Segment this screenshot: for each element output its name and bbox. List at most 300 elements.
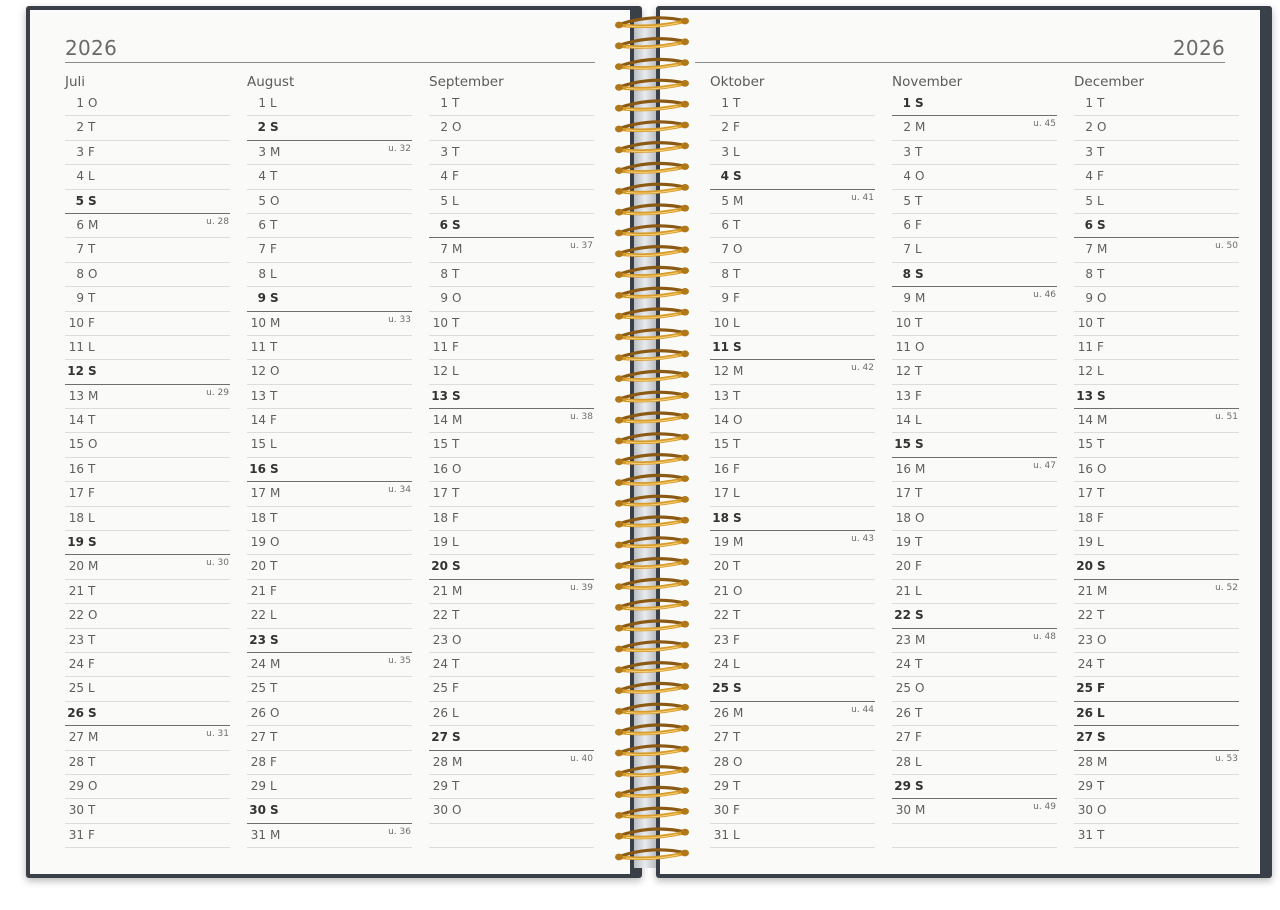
day-row <box>429 677 594 701</box>
day-row <box>1074 190 1239 214</box>
weekday-letter: F <box>1097 339 1104 354</box>
day-number: 6 <box>903 217 911 232</box>
month-name: Oktober <box>710 74 765 90</box>
weekday-letter: L <box>452 535 459 550</box>
day-row <box>710 360 875 384</box>
day-number: 16 <box>432 461 448 476</box>
day-number: 24 <box>432 656 448 671</box>
coil-ring <box>615 579 689 590</box>
day-number: 2 <box>76 120 84 135</box>
year-label: 2026 <box>65 36 118 60</box>
week-number: u. 37 <box>570 241 593 252</box>
day-row <box>1074 312 1239 336</box>
coil-ring <box>615 184 689 195</box>
coil-ring <box>615 538 689 549</box>
day-number: 12 <box>1077 364 1093 379</box>
day-row <box>892 116 1057 140</box>
day-number: 8 <box>721 266 729 281</box>
day-row <box>247 604 412 628</box>
day-number: 14 <box>1077 413 1093 428</box>
day-row <box>247 775 412 799</box>
day-number: 18 <box>895 510 911 525</box>
day-number: 10 <box>250 315 266 330</box>
month-column <box>65 72 230 848</box>
day-number: 24 <box>895 656 911 671</box>
day-number: 28 <box>1077 754 1093 769</box>
weekday-letter: L <box>915 754 922 769</box>
weekday-letter: O <box>270 705 280 720</box>
day-row <box>892 507 1057 531</box>
day-number: 20 <box>895 559 911 574</box>
weekday-letter: T <box>915 144 923 159</box>
day-number: 26 <box>67 705 84 720</box>
coil-ring <box>615 330 689 341</box>
weekday-letter: T <box>733 388 741 403</box>
day-row <box>247 409 412 433</box>
weekday-letter: F <box>88 144 95 159</box>
weekday-letter: T <box>270 388 278 403</box>
weekday-letter: O <box>88 778 98 793</box>
weekday-letter: S <box>452 217 461 232</box>
weekday-letter: T <box>270 559 278 574</box>
day-number: 26 <box>713 705 729 720</box>
day-number: 8 <box>1085 266 1093 281</box>
day-row <box>429 604 594 628</box>
weekday-letter: O <box>452 632 462 647</box>
day-row <box>65 824 230 848</box>
day-row <box>429 360 594 384</box>
weekday-letter: T <box>733 730 741 745</box>
day-number: 24 <box>250 656 266 671</box>
weekday-letter: O <box>88 608 98 623</box>
weekday-letter: S <box>915 608 924 623</box>
week-number: u. 46 <box>1033 290 1056 301</box>
day-number: 24 <box>713 656 729 671</box>
day-row <box>710 824 875 848</box>
day-row <box>65 238 230 262</box>
left-page <box>30 10 630 874</box>
day-row <box>710 190 875 214</box>
weekday-letter: S <box>452 730 461 745</box>
weekday-letter: T <box>915 705 923 720</box>
week-number: u. 51 <box>1215 412 1238 423</box>
day-row <box>65 677 230 701</box>
day-number: 6 <box>1084 217 1093 232</box>
day-number: 2 <box>903 120 911 135</box>
day-row <box>892 141 1057 165</box>
weekday-letter: M <box>452 583 463 598</box>
day-row <box>1074 263 1239 287</box>
day-row <box>429 165 594 189</box>
day-row <box>65 92 230 116</box>
weekday-letter: M <box>88 559 99 574</box>
week-number: u. 36 <box>388 826 411 837</box>
day-row <box>429 653 594 677</box>
day-number: 27 <box>431 730 448 745</box>
day-number: 13 <box>895 388 911 403</box>
weekday-letter: T <box>452 486 460 501</box>
weekday-letter: S <box>733 681 742 696</box>
day-number: 25 <box>712 681 729 696</box>
day-row <box>65 409 230 433</box>
coil-ring <box>615 371 689 382</box>
weekday-letter: T <box>88 461 96 476</box>
month-column <box>429 72 594 848</box>
weekday-letter: T <box>733 559 741 574</box>
day-number: 23 <box>68 632 84 647</box>
day-number: 29 <box>250 778 266 793</box>
day-row <box>710 482 875 506</box>
weekday-letter: O <box>733 242 743 257</box>
day-number: 4 <box>76 169 84 184</box>
day-row <box>429 751 594 775</box>
day-row <box>247 726 412 750</box>
month-name: December <box>1074 74 1145 90</box>
day-number: 27 <box>68 730 84 745</box>
day-number: 6 <box>721 217 729 232</box>
weekday-letter: T <box>733 217 741 232</box>
day-number: 20 <box>68 559 84 574</box>
day-row <box>1074 799 1239 823</box>
week-number: u. 32 <box>388 143 411 154</box>
day-row <box>65 799 230 823</box>
day-number: 20 <box>713 559 729 574</box>
day-number: 15 <box>713 437 729 452</box>
day-number: 28 <box>713 754 729 769</box>
coil-ring <box>615 226 689 237</box>
weekday-letter: T <box>452 315 460 330</box>
day-number: 13 <box>431 388 448 403</box>
weekday-letter: T <box>452 266 460 281</box>
day-row <box>892 580 1057 604</box>
weekday-letter: L <box>915 583 922 598</box>
day-number: 25 <box>895 681 911 696</box>
day-number: 27 <box>250 730 266 745</box>
day-row <box>892 336 1057 360</box>
day-number: 9 <box>721 291 729 306</box>
day-row <box>247 580 412 604</box>
coil-ring <box>615 683 689 694</box>
day-row <box>247 141 412 165</box>
day-number: 11 <box>68 339 84 354</box>
day-number: 20 <box>250 559 266 574</box>
weekday-letter: F <box>1097 169 1104 184</box>
weekday-letter: T <box>915 315 923 330</box>
weekday-letter: O <box>733 754 743 769</box>
week-number: u. 28 <box>206 216 229 227</box>
weekday-letter: F <box>1097 510 1104 525</box>
day-row <box>710 312 875 336</box>
day-number: 17 <box>250 486 266 501</box>
day-row <box>247 238 412 262</box>
day-number: 30 <box>895 803 911 818</box>
day-number: 5 <box>1085 193 1093 208</box>
weekday-letter: F <box>452 169 459 184</box>
day-row <box>892 751 1057 775</box>
day-number: 12 <box>895 364 911 379</box>
weekday-letter: F <box>733 461 740 476</box>
day-number: 9 <box>903 291 911 306</box>
weekday-letter: O <box>1097 461 1107 476</box>
week-number: u. 38 <box>570 412 593 423</box>
day-row <box>1074 751 1239 775</box>
day-number: 19 <box>250 535 266 550</box>
day-number: 12 <box>250 364 266 379</box>
day-row <box>65 629 230 653</box>
weekday-letter: T <box>733 266 741 281</box>
day-row <box>247 263 412 287</box>
day-row <box>710 702 875 726</box>
weekday-letter: T <box>452 656 460 671</box>
day-row <box>892 482 1057 506</box>
coil-ring <box>615 642 689 653</box>
weekday-letter: F <box>270 583 277 598</box>
coil-ring <box>615 59 689 70</box>
day-number: 23 <box>432 632 448 647</box>
day-number: 2 <box>257 120 266 135</box>
weekday-letter: M <box>270 656 281 671</box>
coil-ring <box>615 787 689 798</box>
day-number: 7 <box>721 242 729 257</box>
coil-ring <box>615 18 689 29</box>
day-row <box>65 458 230 482</box>
day-number: 31 <box>1077 827 1093 842</box>
weekday-letter: S <box>1097 730 1106 745</box>
day-number: 1 <box>902 96 911 110</box>
weekday-letter: L <box>733 486 740 501</box>
day-row <box>65 312 230 336</box>
day-number: 28 <box>250 754 266 769</box>
coil-ring <box>615 142 689 153</box>
month-column <box>710 72 875 848</box>
coil-ring <box>615 766 689 777</box>
coil-ring <box>615 267 689 278</box>
day-row <box>65 507 230 531</box>
day-number: 29 <box>713 778 729 793</box>
weekday-letter: M <box>88 217 99 232</box>
day-row <box>65 385 230 409</box>
weekday-letter: M <box>88 730 99 745</box>
day-row <box>1074 677 1239 701</box>
weekday-letter: S <box>88 535 97 550</box>
day-number: 5 <box>258 193 266 208</box>
weekday-letter: S <box>270 291 279 306</box>
day-number: 3 <box>258 144 266 159</box>
day-number: 22 <box>250 608 266 623</box>
day-row <box>65 726 230 750</box>
day-number: 18 <box>712 510 729 525</box>
day-row <box>710 214 875 238</box>
day-number: 10 <box>68 315 84 330</box>
weekday-letter: T <box>1097 778 1105 793</box>
weekday-letter: O <box>452 803 462 818</box>
day-number: 12 <box>67 364 84 379</box>
day-number: 7 <box>76 242 84 257</box>
weekday-letter: L <box>270 437 277 452</box>
weekday-letter: S <box>452 388 461 403</box>
week-number: u. 29 <box>206 387 229 398</box>
day-row <box>710 385 875 409</box>
day-row <box>429 141 594 165</box>
coil-ring <box>615 475 689 486</box>
day-row <box>710 433 875 457</box>
weekday-letter: O <box>733 413 743 428</box>
day-number: 7 <box>1085 242 1093 257</box>
day-number: 5 <box>75 193 84 208</box>
day-row <box>247 507 412 531</box>
weekday-letter: F <box>88 486 95 501</box>
day-number: 10 <box>713 315 729 330</box>
week-number: u. 47 <box>1033 460 1056 471</box>
weekday-letter: M <box>452 242 463 257</box>
weekday-letter: F <box>270 413 277 428</box>
day-number: 9 <box>76 291 84 306</box>
day-row <box>429 116 594 140</box>
coil-ring <box>615 38 689 49</box>
weekday-letter: O <box>88 266 98 281</box>
month-name: November <box>892 74 963 90</box>
day-row <box>892 385 1057 409</box>
week-number: u. 30 <box>206 558 229 569</box>
weekday-letter: L <box>1097 705 1105 720</box>
day-number: 8 <box>76 266 84 281</box>
coil-ring <box>615 746 689 757</box>
day-number: 16 <box>713 461 729 476</box>
day-number: 1 <box>76 96 84 110</box>
weekday-letter: O <box>452 461 462 476</box>
day-row <box>1074 580 1239 604</box>
day-row <box>710 409 875 433</box>
weekday-letter: T <box>1097 656 1105 671</box>
weekday-letter: O <box>452 120 462 135</box>
weekday-letter: T <box>270 510 278 525</box>
day-row <box>892 629 1057 653</box>
weekday-letter: S <box>915 437 924 452</box>
day-number: 23 <box>1077 632 1093 647</box>
day-number: 28 <box>895 754 911 769</box>
weekday-letter: T <box>915 535 923 550</box>
day-row <box>892 726 1057 750</box>
coil-ring <box>615 434 689 445</box>
day-number: 17 <box>713 486 729 501</box>
weekday-letter: T <box>1097 608 1105 623</box>
weekday-letter: F <box>452 510 459 525</box>
weekday-letter: L <box>270 778 277 793</box>
week-number: u. 48 <box>1033 631 1056 642</box>
day-row <box>429 263 594 287</box>
day-number: 23 <box>713 632 729 647</box>
day-number: 27 <box>895 730 911 745</box>
day-number: 12 <box>432 364 448 379</box>
month-name: August <box>247 74 295 90</box>
weekday-letter: O <box>88 96 98 110</box>
day-number: 21 <box>1077 583 1093 598</box>
day-number: 29 <box>1077 778 1093 793</box>
day-row <box>710 116 875 140</box>
day-number: 14 <box>250 413 266 428</box>
weekday-letter: M <box>1097 583 1108 598</box>
day-row <box>892 360 1057 384</box>
weekday-letter: O <box>88 437 98 452</box>
day-number: 7 <box>903 242 911 257</box>
day-row <box>247 824 412 848</box>
day-number: 13 <box>713 388 729 403</box>
day-number: 9 <box>1085 291 1093 306</box>
day-row <box>1074 702 1239 726</box>
weekday-letter: T <box>270 169 278 184</box>
day-number: 22 <box>894 608 911 623</box>
weekday-letter: S <box>88 705 97 720</box>
day-row <box>247 190 412 214</box>
day-row <box>892 824 1057 848</box>
day-row <box>429 531 594 555</box>
day-row <box>892 458 1057 482</box>
day-row <box>710 580 875 604</box>
day-number: 29 <box>432 778 448 793</box>
day-number: 6 <box>258 217 266 232</box>
day-row <box>1074 531 1239 555</box>
weekday-letter: T <box>733 96 741 110</box>
day-row <box>1074 653 1239 677</box>
weekday-letter: T <box>88 291 96 306</box>
week-number: u. 42 <box>851 363 874 374</box>
day-number: 1 <box>440 96 448 110</box>
weekday-letter: O <box>915 510 925 525</box>
day-number: 18 <box>68 510 84 525</box>
weekday-letter: T <box>1097 486 1105 501</box>
day-number: 28 <box>432 754 448 769</box>
coil-ring <box>615 246 689 257</box>
weekday-letter: T <box>270 681 278 696</box>
day-number: 15 <box>432 437 448 452</box>
day-number: 22 <box>713 608 729 623</box>
day-number: 26 <box>1076 705 1093 720</box>
day-number: 25 <box>432 681 448 696</box>
weekday-letter: T <box>452 437 460 452</box>
day-number: 21 <box>713 583 729 598</box>
day-row <box>892 190 1057 214</box>
weekday-letter: O <box>915 339 925 354</box>
weekday-letter: O <box>270 535 280 550</box>
day-number: 16 <box>895 461 911 476</box>
day-number: 5 <box>721 193 729 208</box>
coil-ring <box>615 662 689 673</box>
weekday-letter: L <box>1097 193 1104 208</box>
day-number: 11 <box>712 339 729 354</box>
weekday-letter: L <box>1097 535 1104 550</box>
weekday-letter: M <box>88 388 99 403</box>
weekday-letter: T <box>1097 437 1105 452</box>
day-row <box>710 287 875 311</box>
weekday-letter: T <box>270 339 278 354</box>
weekday-letter: L <box>88 169 95 184</box>
weekday-letter: T <box>733 437 741 452</box>
day-row <box>247 165 412 189</box>
month-column <box>247 72 412 848</box>
weekday-letter: M <box>915 291 926 306</box>
day-number: 13 <box>250 388 266 403</box>
week-number: u. 41 <box>851 192 874 203</box>
weekday-letter: M <box>270 144 281 159</box>
day-row <box>1074 629 1239 653</box>
day-row <box>65 116 230 140</box>
weekday-letter: M <box>915 461 926 476</box>
day-row <box>429 824 594 848</box>
day-row <box>892 287 1057 311</box>
day-number: 1 <box>258 96 266 110</box>
day-row <box>710 531 875 555</box>
day-row <box>65 751 230 775</box>
